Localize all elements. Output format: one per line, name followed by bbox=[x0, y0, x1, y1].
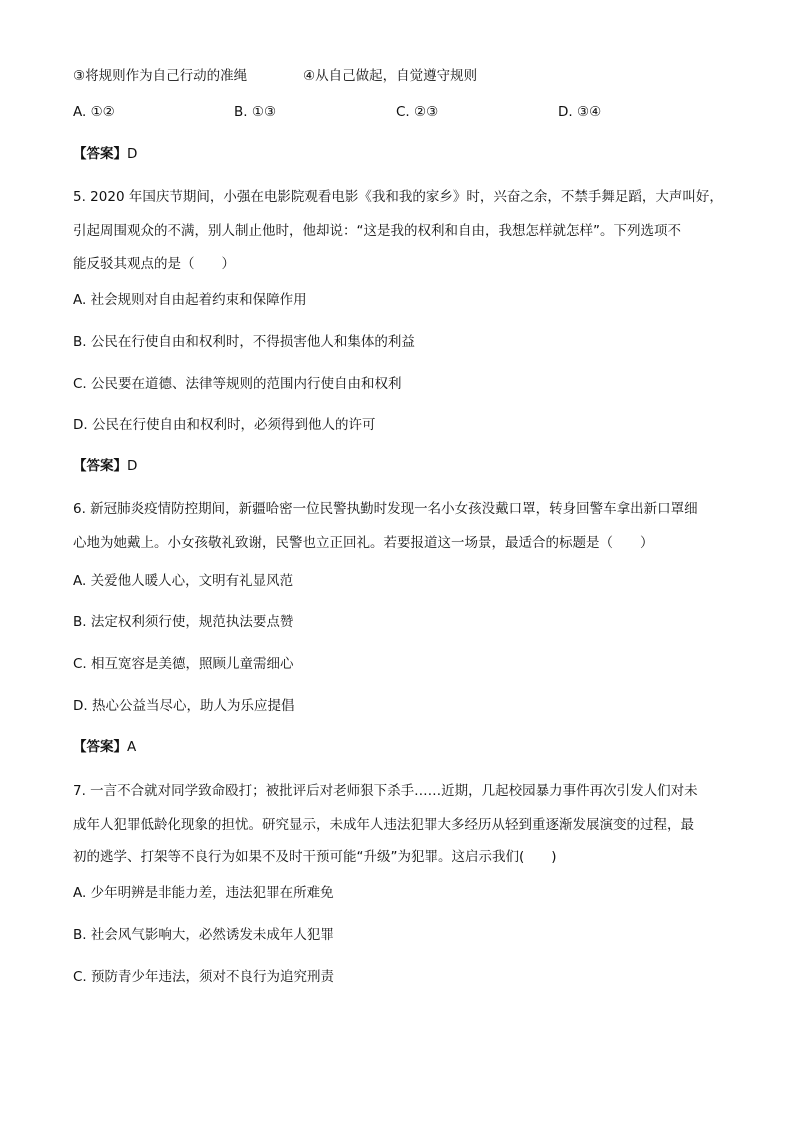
q7-option-a: A. 少年明辨是非能力差，违法犯罪在所难免 bbox=[73, 885, 334, 901]
q5-stem-line-1: 5. 2020 年国庆节期间，小强在电影院观看电影《我和我的家乡》时，兴奋之余，不禁手舞足蹈，大声叫好， bbox=[73, 189, 723, 205]
q6-option-a: A. 关爱他人暖人心，文明有礼显风范 bbox=[73, 573, 294, 589]
q6-stem-line-2: 心地为她戴上。小女孩敬礼致谢，民警也立正回礼。若要报道这一场景，最适合的标题是（ ） bbox=[73, 535, 654, 551]
q4-answer bbox=[73, 144, 137, 164]
q4-statement-3: ③将规则作为自己行动的准绳 bbox=[73, 68, 248, 84]
q4-statement-4: ④从自己做起，自觉遵守规则 bbox=[303, 68, 478, 84]
q6-option-c: C. 相互宽容是美德，照顾儿童需细心 bbox=[73, 656, 294, 672]
answer-tag: 【答案】 bbox=[73, 146, 127, 162]
q7-stem-line-1: 7. 一言不合就对同学致命殴打；被批评后对老师狠下杀手……近期，几起校园暴力事件再次引发人们对未 bbox=[73, 783, 698, 799]
q5-option-c: C. 公民要在道德、法律等规则的范围内行使自由和权利 bbox=[73, 376, 402, 392]
answer-value: D bbox=[127, 458, 138, 474]
q7-option-b: B. 社会风气影响大，必然诱发未成年人犯罪 bbox=[73, 927, 334, 943]
q7-stem-line-3: 初的逃学、打架等不良行为如果不及时干预可能“升级”为犯罪。这启示我们( ) bbox=[73, 849, 557, 865]
q4-option-d: D. ③④ bbox=[558, 104, 602, 120]
q5-option-d: D. 公民在行使自由和权利时，必须得到他人的许可 bbox=[73, 417, 376, 433]
q5-stem-line-3: 能反驳其观点的是（ ） bbox=[73, 256, 235, 272]
q5-stem-line-2: 引起周围观众的不满，别人制止他时，他却说：“这是我的权利和自由，我想怎样就怎样”。下列选项不 bbox=[73, 223, 681, 239]
q4-option-a: A. ①② bbox=[73, 104, 115, 120]
q7-option-c: C. 预防青少年违法，须对不良行为追究刑责 bbox=[73, 969, 335, 985]
q6-stem-line-1: 6. 新冠肺炎疫情防控期间，新疆哈密一位民警执勤时发现一名小女孩没戴口罩，转身回警车拿出新口罩细 bbox=[73, 501, 698, 517]
q6-answer bbox=[73, 737, 136, 757]
answer-tag: 【答案】 bbox=[73, 739, 127, 755]
q5-option-a: A. 社会规则对自由起着约束和保障作用 bbox=[73, 292, 307, 308]
q6-option-d: D. 热心公益当尽心，助人为乐应提倡 bbox=[73, 698, 295, 714]
answer-tag: 【答案】 bbox=[73, 458, 127, 474]
q4-option-c: C. ②③ bbox=[396, 104, 439, 120]
answer-value: D bbox=[127, 146, 138, 162]
q6-option-b: B. 法定权利须行使，规范执法要点赞 bbox=[73, 614, 294, 630]
q5-option-b: B. 公民在行使自由和权利时，不得损害他人和集体的利益 bbox=[73, 334, 415, 350]
q5-answer bbox=[73, 456, 137, 476]
answer-value: A bbox=[127, 739, 137, 755]
q7-stem-line-2: 成年人犯罪低龄化现象的担忧。研究显示，未成年人违法犯罪大多经历从轻到重逐渐发展演变的过程，最 bbox=[73, 817, 694, 833]
q4-option-b: B. ①③ bbox=[234, 104, 277, 120]
